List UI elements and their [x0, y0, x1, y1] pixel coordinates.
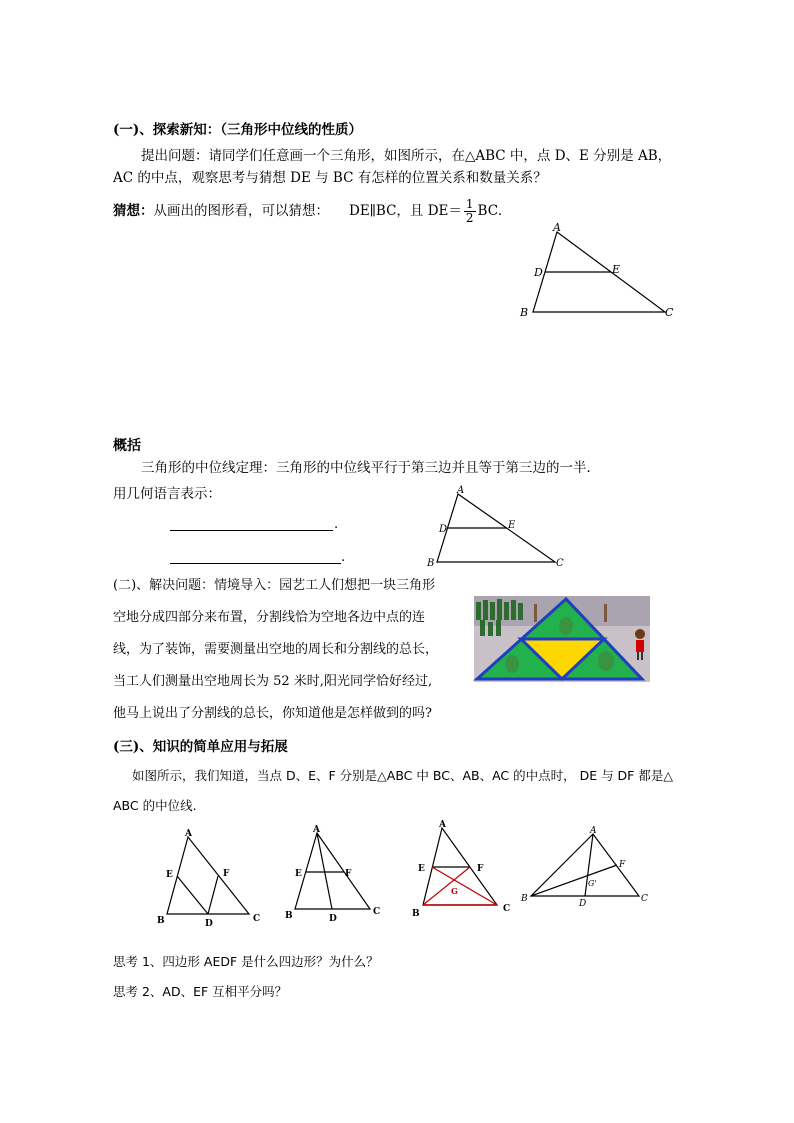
section1-heading: (一)、探索新知：（三角形中位线的性质） [113, 122, 363, 138]
fig2-label-a: A [457, 485, 465, 496]
answer-blank-1[interactable] [170, 530, 333, 531]
figc-label-b: B [412, 909, 420, 919]
section2-line4: 当工人们测量出空地周长为 52 米时,阳光同学恰好经过, [113, 674, 433, 689]
fraction-one-half: $\frac{1}{2}$ [465, 197, 474, 225]
fig2-label-e: E [508, 520, 516, 531]
section3-para-line1: 如图所示，我们知道，当点 D、E、F 分别是△ABC 中 BC、AB、AC 的中点时， DE 与 DF 都是△ [132, 768, 673, 783]
figc-label-f: F [477, 864, 484, 874]
blank1-period: . [334, 517, 339, 532]
section2-line5: 他马上说出了分割线的总长，你知道他是怎样做到的吗? [113, 706, 432, 721]
figd-label-c: C [641, 894, 648, 904]
section2-line2: 空地分成四部分来布置，分割线恰为空地各边中点的连 [113, 610, 426, 625]
guess-line [113, 198, 512, 225]
answer-blank-2[interactable] [170, 563, 341, 564]
think-question-1: 思考 1、四边形 AEDF 是什么四边形？为什么？ [113, 954, 379, 969]
figure-triangle-2 [425, 484, 575, 570]
garden-field-illustration [474, 596, 650, 682]
figd-label-g: G' [588, 879, 597, 888]
geo-lang-label: 用几何语言表示： [113, 486, 221, 502]
figb-label-b: B [285, 911, 293, 921]
section2-line1: (二)、解决问题：情境导入：园艺工人们想把一块三角形 [113, 578, 436, 593]
figa-label-c: C [253, 914, 261, 924]
figure-a-parallelogram [155, 826, 270, 928]
figb-label-d: D [329, 914, 337, 924]
section3-para-line2: ABC 的中位线. [113, 798, 197, 813]
figb-label-c: C [373, 907, 381, 917]
figc-label-g: G [451, 886, 458, 896]
figc-label-e: E [418, 864, 425, 874]
figb-label-a: A [313, 825, 320, 835]
guess-label: 猜想： [113, 203, 154, 219]
figa-label-e: E [166, 870, 173, 880]
guess-text: 从画出的图形看，可以猜想： [153, 203, 329, 219]
theorem-text: 三角形的中位线定理：三角形的中位线平行于第三边并且等于第三边的一半． [141, 460, 600, 476]
figc-label-a: A [439, 820, 446, 830]
fig2-label-c: C [556, 558, 564, 569]
question-line2: AC 的中点，观察思考与猜想 DE 与 BC 有怎样的位置关系和数量关系？ [113, 170, 547, 186]
fig1-label-d: D [534, 266, 543, 279]
question-line1: 提出问题：请同学们任意画一个三角形，如图所示，在△ABC 中，点 D、E 分别是 AB， [141, 148, 672, 164]
figb-label-e: E [295, 869, 302, 879]
fig1-label-a: A [553, 221, 561, 234]
figa-label-d: D [205, 919, 213, 929]
fig1-label-b: B [520, 306, 529, 319]
figure-d-triangle [518, 824, 658, 910]
figa-label-a: A [185, 829, 192, 839]
think-question-2: 思考 2、AD、EF 互相平分吗？ [113, 984, 288, 999]
figd-label-f: F [619, 860, 626, 870]
figa-label-f: F [223, 869, 230, 879]
figa-label-b: B [157, 916, 165, 926]
figure-b-median [283, 822, 388, 926]
figure-c-centroid [410, 818, 520, 922]
blank2-period: . [341, 550, 346, 565]
section3-heading: (三)、知识的简单应用与拓展 [113, 739, 288, 755]
fig2-label-d: D [439, 524, 448, 535]
figb-label-f: F [345, 869, 352, 879]
figd-label-b: B [521, 894, 528, 904]
figd-label-d: D [579, 899, 587, 909]
guess-expr-pre: DE∥BC，且 DE＝ [349, 203, 462, 219]
summary-heading: 概括 [113, 438, 141, 454]
figure-triangle-1 [515, 222, 685, 322]
guess-expr-post: BC． [477, 203, 512, 219]
section2-line3: 线，为了装饰，需要测量出空地的周长和分割线的总长， [113, 642, 439, 657]
fig2-label-b: B [427, 558, 435, 569]
figd-label-a: A [590, 826, 597, 836]
fig1-label-c: C [665, 306, 674, 319]
figc-label-c: C [503, 904, 511, 914]
fig1-label-e: E [612, 263, 621, 276]
